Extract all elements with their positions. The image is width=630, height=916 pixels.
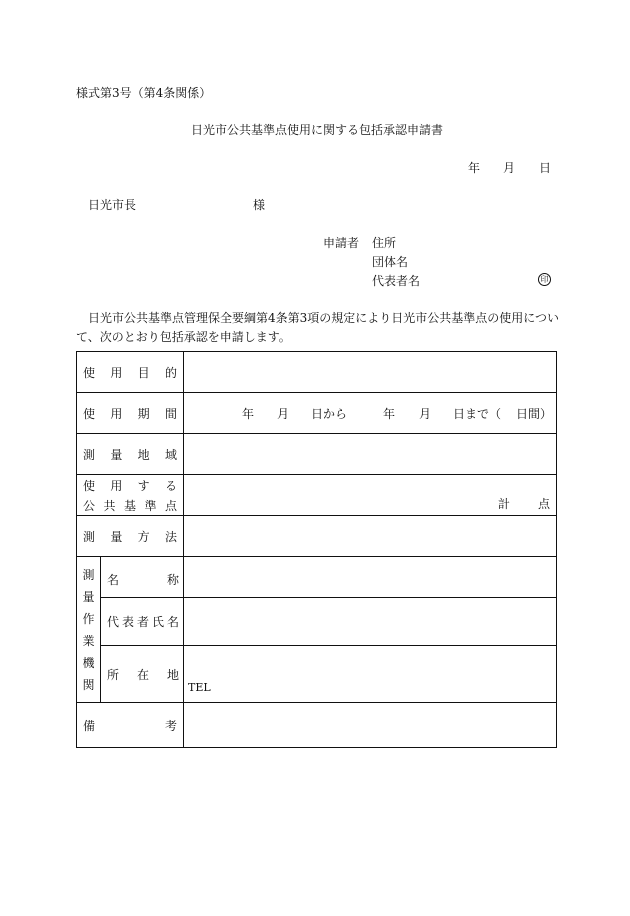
- period-end-year: 年: [383, 406, 396, 421]
- row-period: [77, 393, 557, 434]
- label-agency-rep: 代 表 者 氏 名: [101, 598, 184, 646]
- applicant-rep-label: 代表者名: [372, 274, 421, 288]
- label-remarks: 備 考: [77, 703, 184, 748]
- body-text-line2: て、次のとおり包括承認を申請します。: [76, 330, 291, 344]
- points-unit-ten: 点: [537, 496, 550, 511]
- form-number: 様式第3号（第4条関係）: [76, 86, 212, 100]
- body-text-line1: 日光市公共基準点管理保全要綱第4条第3項の規定により日光市公共基準点の使用につい: [88, 311, 560, 325]
- label-area: 測 量 地 域: [77, 434, 184, 475]
- row-purpose: [77, 352, 557, 393]
- period-end-day: 日まで（: [453, 406, 502, 421]
- agency-rep-field[interactable]: [184, 598, 557, 646]
- applicant-org-label: 団体名: [372, 255, 409, 269]
- period-start-day: 日から: [311, 406, 348, 421]
- purpose-field[interactable]: [184, 352, 557, 393]
- period-start-year: 年: [242, 406, 255, 421]
- period-end-month: 月: [419, 406, 432, 421]
- agency-name-field[interactable]: [184, 557, 557, 598]
- addressee-name: 日光市長: [88, 198, 137, 212]
- period-field[interactable]: [184, 393, 557, 434]
- row-agency-name: [77, 557, 557, 598]
- period-days: 日間）: [515, 406, 552, 421]
- period-start-month: 月: [277, 406, 290, 421]
- label-period: 使 用 期 間: [77, 393, 184, 434]
- row-area: [77, 434, 557, 475]
- label-points: 使 用 す る 公 共 基 準 点: [77, 475, 184, 516]
- label-purpose: 使 用 目 的: [77, 352, 184, 393]
- points-unit-kei: 計: [497, 496, 510, 511]
- application-table: [76, 351, 557, 748]
- label-agency-vertical: 測 量 作 業 機 関: [77, 557, 101, 703]
- seal-mark: 印: [538, 273, 551, 286]
- area-field[interactable]: [184, 434, 557, 475]
- tel-label: TEL: [188, 681, 211, 694]
- addressee-honorific: 様: [253, 198, 266, 212]
- row-agency-rep: [77, 598, 557, 646]
- date-month: 月: [503, 161, 516, 175]
- row-remarks: [77, 703, 557, 748]
- applicant-address-label: 住所: [372, 236, 397, 250]
- date-year: 年: [468, 161, 481, 175]
- row-agency-address: [77, 646, 557, 703]
- agency-address-field[interactable]: [184, 646, 557, 703]
- label-agency-address: 所 在 地: [101, 646, 184, 703]
- remarks-field[interactable]: [184, 703, 557, 748]
- label-method: 測 量 方 法: [77, 516, 184, 557]
- applicant-label: 申請者: [323, 236, 360, 250]
- label-agency-name: 名 称: [101, 557, 184, 598]
- row-points: [77, 475, 557, 516]
- points-field[interactable]: [184, 475, 557, 516]
- row-method: [77, 516, 557, 557]
- method-field[interactable]: [184, 516, 557, 557]
- document-title: 日光市公共基準点使用に関する包括承認申請書: [191, 123, 444, 137]
- date-day: 日: [539, 161, 552, 175]
